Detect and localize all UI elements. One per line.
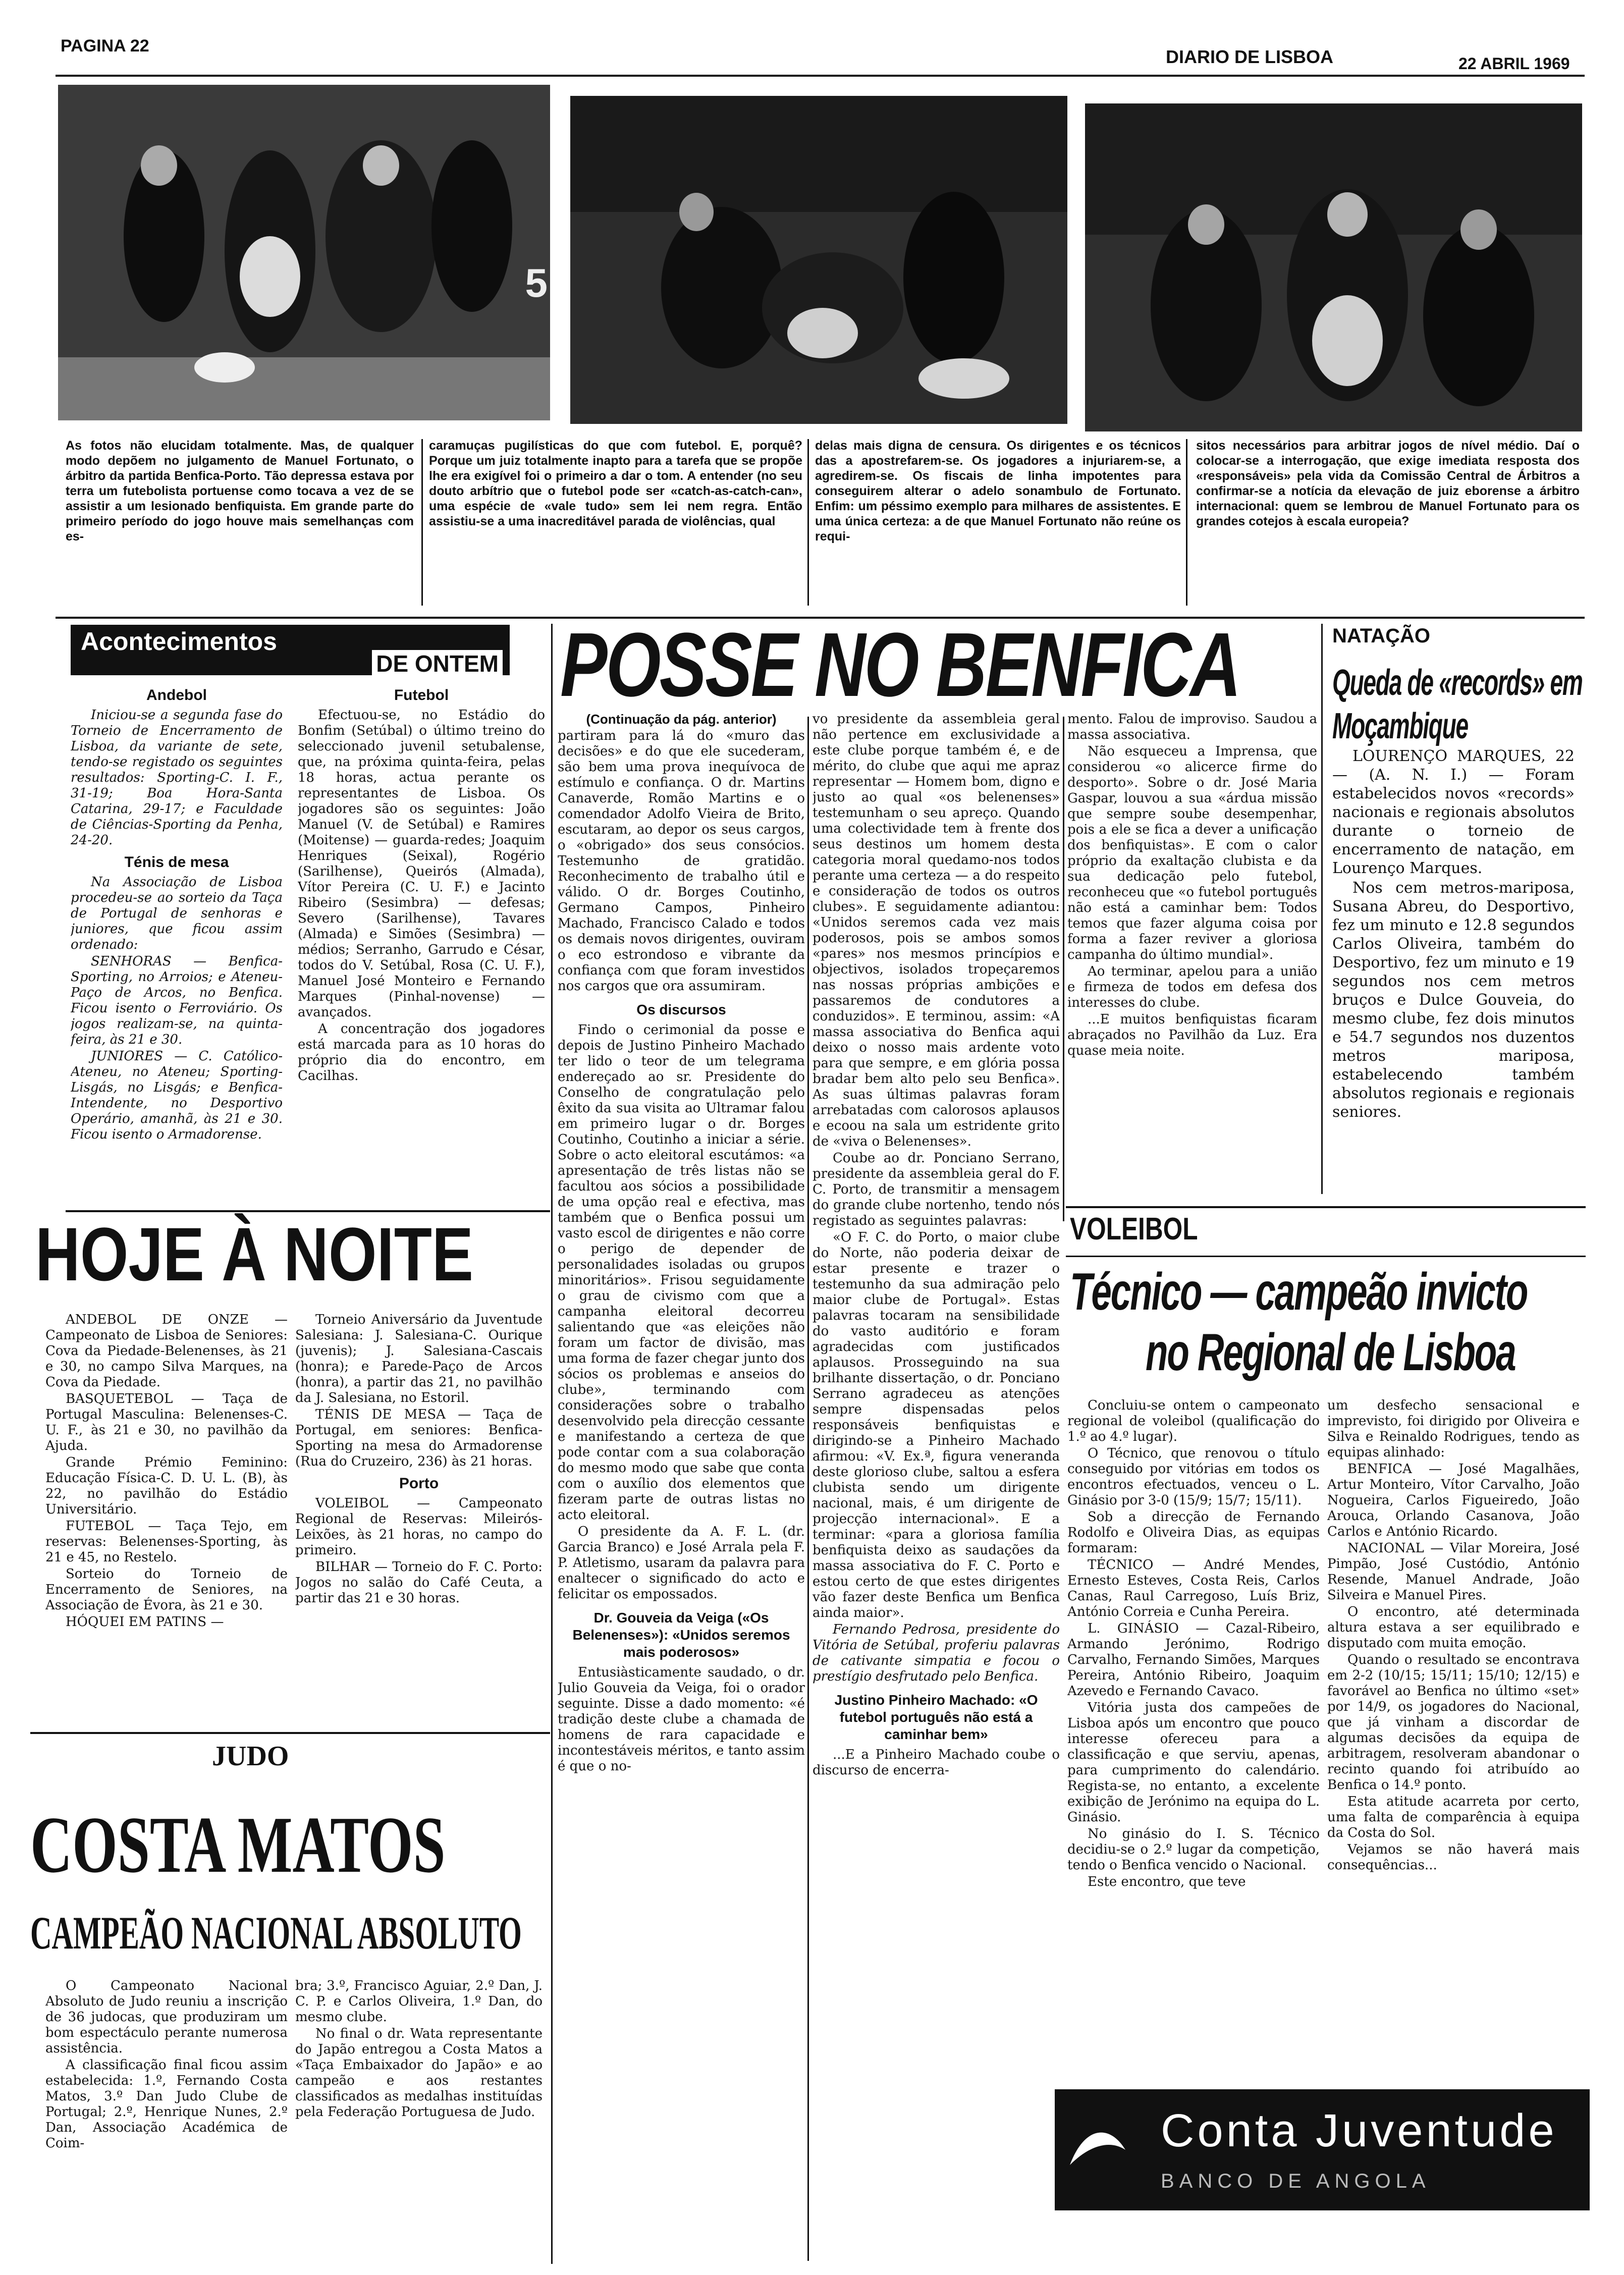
caption-divider-2 [807,439,809,606]
voleibol-text: Quando o resultado se encontrava em 2-2 (10/15; 15/11; 15/10; 12/15) e favorável ao Benfica no último «set» por 14/9, os jogadores do Nacional, que já vinham a discordar de algumas decisões da equipa de arbitragem, resolveram abandonar o recinto quando foi atribuído ao Benfica o 14.º ponto. [1327,1652,1580,1793]
judo-col-1 [45,1978,288,2261]
porto-heading: Porto [399,1475,439,1492]
posse-text: Ao terminar, apelou para a união e firmeza de todos em defesa dos interesses do clube. [1067,964,1317,1010]
posse-divider-1 [807,717,809,2261]
photo-1-image [58,85,550,420]
hoje-item: TÉNIS DE MESA — Taça de Portugal, em seniores: Benfica-Sporting na mesa do Armadorense (Rua do Cruzeiro, 236) às 21 horas. [295,1407,543,1469]
hoje-bottom-rule [30,1732,550,1734]
judo-label: JUDO [212,1741,289,1772]
voleibol-label-rule [1066,1256,1586,1257]
issue-date: 22 ABRIL 1969 [1458,55,1570,73]
justino-heading: Justino Pinheiro Machado: «O futebol português não está a caminhar bem» [834,1692,1038,1742]
futebol-text-1: Efectuou-se, no Estádio do Bonfim (Setúbal) o último treino do seleccionado juvenil setubalense, que, na próxima quinta-feira, pelas 18 horas, actua perante os representantes de Lisboa. Os jogadores são os seguintes: João Manuel (V. de Setúbal) e Ramires (Moitense) — guarda-redes; Joaquim Henriques (Seixal), Rogério (Sarilhense), Queirós (Almada), Vítor Pereira (C. U. F.) e Jacinto Ribeiro (Sesimbra) — defesas; Severo (Sarilhense), Tavares (Almada) e Simões (Sesimbra) — médios; Serranho, Garrudo e César, todos do V. Setúbal, Rosa (C. U. F.), Manuel José Monteiro e Fernando Marques (Pinhal-novense) — avançados. [298,708,545,1020]
gouveia-heading: Dr. Gouveia da Veiga («Os Belenenses»): «Unidos seremos mais poderosos» [572,1610,790,1660]
judo-text: No final o dr. Wata representante do Japão entregou a Costa Matos a «Taça Embaixador do Japão» e ao campeão e aos restantes classificados as medalhas instituídas pela Federação Portuguesa de Judo. [295,2026,543,2120]
photo-caption-col-4: sitos necessários para arbitrar jogos de nível médio. Daí o colocar-se a interrogação, que exige imediata resposta dos «responsáveis» pela vida da Comissão Central de Árbitros a confirmar-se a notícia da elevação de juiz eborense a árbitro internacional: quem se lembrou de Manuel Fortunato para os grandes cotejos à escala europeia? [1196,439,1580,528]
futebol-text-2: A concentração dos jogadores está marcada para as 10 horas do próprio dia do encontro, em Cacilhas. [298,1021,545,1084]
photo-3-image [1085,103,1582,431]
acontecimentos-banner [71,625,510,675]
photo-2-image [570,96,1067,424]
conta-juventude-ad [1055,2089,1590,2210]
hoje-item: Torneio Aniversário da Juventude Salesiana: J. Salesiana-C. Ourique (juvenis); J. Salesiana-Cascais (honra); e Parede-Paço de Arcos (honra), a partir das 21, no pavilhão da J. Salesiana, no Estoril. [295,1312,543,1405]
hoje-item: Sorteio do Torneio de Encerramento de Seniores, na Associação de Évora, às 21 e 30. [45,1566,288,1613]
photo-caption-col-2: caramuças pugilísticas do que com futebol. E, porquê? Porque um juiz totalmente inapto para a tarefa que se propõe lhe era exigível foi o primeiro a dar o tom. A entender (no seu douto arbítrio que o futebol pode ser «catch-as-catch-can», uma espécie de «vale tudo» sem lei nem regra. Então assistiu-se a uma inacreditável parada de violências, qual [429,439,802,528]
voleibol-col-2 [1327,1398,1580,2079]
hoje-item: ANDEBOL DE ONZE — Campeonato de Lisboa de Seniores: Cova da Piedade-Belenenses, às 21 e 30, no campo Silva Marques, na Cova da Piedade. [45,1312,288,1390]
posse-intro: partiram para lá do «muro das decisões» e do que ele sucederam, são bem uma prova inequívoca de estímulo e confiança. O dr. Martins Canaverde, Romão Martins e o comendador Adolfo Vieira de Brito, escutaram, ao depor os seus cargos, o «obrigado» dos seus consócios. Testemunho de gratidão. Reconhecimento de trabalho útil e válido. O dr. Borges Coutinho, Germano Campos, Pinheiro Machado, Francisco Calado e todos os demais novos dirigentes, ouviram o eco estrondoso e vibrante da confiança com que foram investidos nos cargos que ora assumiram. [558,728,805,994]
acontecimentos-subtitle: DE ONTEM [372,650,503,677]
voleibol-text: O Técnico, que renovou o título conseguido por vitórias em todos os encontros efectuados, venceu o L. Ginásio por 3-0 (15/9; 15/7; 15/11). [1067,1446,1320,1508]
posse-col-2 [813,712,1060,2266]
acontecimentos-col-1 [71,681,283,1196]
justino-text: ...E a Pinheiro Machado coube o discurso de encerra- [813,1747,1060,1778]
porto-item: BILHAR — Torneio do F. C. Porto: Jogos no salão do Café Ceuta, a partir das 21 e 30 horas. [295,1559,543,1606]
hoje-item: HÓQUEI EM PATINS — [66,1614,224,1630]
left-section-divider [551,624,553,2264]
posse-col-3 [1067,712,1317,1216]
andebol-heading: Andebol [146,687,207,703]
natacao-text [1332,747,1575,1201]
voleibol-text: NACIONAL — Vilar Moreira, José Pimpão, José Custódio, António Resende, Manuel Andrade, João Silveira e Manuel Pires. [1327,1541,1580,1603]
natacao-headline: Queda de «records» em Moçambique [1332,663,1583,746]
voleibol-headline-1: Técnico — campeão invicto [1070,1263,1528,1321]
bank-name: BANCO DE ANGOLA [1161,2170,1431,2192]
caption-divider-1 [421,439,423,606]
photo-caption-col-3: delas mais digna de censura. Os dirigentes e os técnicos das a apostrefarem-se. Os jogadores a injuriarem-se, a agredirem-se. Os fiscais de linha impotentes para conseguirem alterar o adelo sonambulo de Fortunato. Enfim: um péssimo exemplo para milhares de assistentes. E uma única certeza: a de que Manuel Fortunato não reúne os requi- [815,439,1181,544]
hoje-col-1 [45,1312,288,1706]
hoje-col-2 [295,1312,543,1726]
voleibol-col-1 [1067,1398,1320,2079]
voleibol-text: Este encontro, que teve [1088,1874,1246,1889]
voleibol-text: Concluiu-se ontem o campeonato regional de voleibol (qualificação do 1.º ao 4.º lugar). [1067,1398,1320,1444]
tenis-text-1: Na Associação de Lisboa procedeu-se ao sorteio da Taça de Portugal de senhoras e juniores, que ficou assim ordenado: [71,875,283,952]
judo-text: bra; 3.º, Francisco Aguiar, 2.º Dan, J. C. P. e Carlos Oliveira, 1.º Dan, do mesmo clube. [295,1978,543,2025]
voleibol-label: VOLEIBOL [1070,1212,1198,1247]
photo-caption-col-1: As fotos não elucidam totalmente. Mas, de qualquer modo depõem no julgamento de Manuel Fortunato, o árbitro da partida Benfica-Porto. Tão depressa estava por terra um futebolista portuense como tocava a vez de se assistir a um lesionado benfiquista. Em grande parte do primeiro período do jogo houve mais semelhanças com es- [66,439,414,544]
posse-text: ...E muitos benfiquistas ficaram abraçados no Pavilhão da Luz. Era quase meia noite. [1067,1012,1317,1058]
header-rule [56,75,1585,77]
tenis-text-2: SENHORAS — Benfica-Sporting, no Arroios; e Ateneu-Paço de Arcos, no Benfica. Ficou isento o Ferroviário. Os jogos realizam-se, na quinta-feira, às 21 e 30. [71,954,283,1047]
discursos-text: O presidente da A. F. L. (dr. Garcia Branco) e José Arrala pela F. P. Atletismo, usaram da palavra para enaltecer o significado do acto e felicitar os empossados. [558,1524,805,1602]
judo-text: O Campeonato Nacional Absoluto de Judo reuniu a inscrição de 36 judocas, que produziram um bom espectáculo perante numerosa assistência. [45,1978,288,2056]
voleibol-text: TÉCNICO — André Mendes, Ernesto Esteves, Costa Reis, Carlos Canas, Raul Carregoso, Luís Briz, António Correia e Cunha Pereira. [1067,1557,1320,1619]
judo-col-2 [295,1978,543,2261]
judo-headline: COSTA MATOS [30,1800,446,1889]
posse-headline: POSSE NO BENFICA [560,614,1240,716]
voleibol-text: No ginásio do I. S. Técnico decidiu-se o 2.º lugar da competição, tendo o Benfica vencido o Nacional. [1067,1826,1320,1873]
posse-text: Não esqueceu a Imprensa, que considerou «o alicerce firme do desporto». Sobre o dr. José Maria Gaspar, louvou a sua «árdua missão que sempre soube desempenhar, pois a ele se fica a dever a unificação dos benfiquistas». E com o calor próprio da exaltação clubista e da sua dedicação pelo futebol, reconheceu que «o futebol português não está a caminhar bem: Todos temos que fazer alguma coisa por forma a fazer reviver a gloriosa campanha do último mundial». [1067,744,1317,962]
posse-text: «O F. C. do Porto, o maior clube do Norte, não poderia deixar de estar presente e trazer o testemunho da sua admiração pelo maior clube de Portugal». Estas palavras tocaram na sensibilidade do vasto auditório e foram agradecidas com justificados aplausos. Prosseguindo na sua brilhante dissertação, o dr. Ponciano Serrano agradeceu as atenções sempre dispensadas pelos responsáveis benfiquistas e dirigindo-se a Pinheiro Machado afirmou: «V. Ex.ª, figura veneranda deste glorioso clube, saltou a esfera clubista sendo um dirigente nacional, mais, é um dirigente de projecção internacional». E a terminar: «para a gloriosa família benfiquista deixo as saudações da massa associativa do F. C. Porto e estou certo de que estes dirigentes vão fazer deste Benfica um Benfica ainda maior». [813,1230,1060,1620]
hoje-item: FUTEBOL — Taça Tejo, em reservas: Belenenses-Sporting, às 21 e 45, no Restelo. [45,1519,288,1565]
posse-text: Fernando Pedrosa, presidente do Vitória de Setúbal, proferiu palavras de cativante simpatia e focou o prestígio desfrutado pelo Benfica. [813,1622,1060,1684]
posse-col-1 [558,712,805,2266]
natacao-label: NATAÇÃO [1332,625,1431,647]
judo-text: A classificação final ficou assim estabelecida: 1.º, Fernando Costa Matos, 3.º Dan Judo Clube de Portugal; 2.º, Henrique Nunes, 2.º Dan, Associação Académica de Coim- [45,2057,288,2151]
football-match-photo-3 [1085,103,1582,431]
hoje-title: HOJE À NOITE [35,1212,473,1296]
posse-text: Coube ao dr. Ponciano Serrano, presidente da assembleia geral do F. C. Porto, de transmitir a mensagem do grande clube nortenho, tendo nós registado as seguintes palavras: [813,1151,1060,1228]
acontecimentos-title: Acontecimentos [81,627,277,656]
caption-divider-3 [1186,439,1187,606]
judo-subhead: CAMPEÃO NACIONAL ABSOLUTO [30,1907,522,1959]
voleibol-top-rule [1066,1206,1586,1208]
voleibol-text: Sob a direcção de Fernando Rodolfo e Oliveira Dias, as equipas formaram: [1067,1509,1320,1556]
svg-text:5: 5 [525,260,548,305]
football-match-photo-2 [570,96,1067,424]
voleibol-text: Vejamos se não haverá mais consequências... [1327,1842,1580,1873]
acontecimentos-col-2 [298,681,545,1196]
porto-item: VOLEIBOL — Campeonato Regional de Reservas: Mileirós-Leixões, às 21 horas, no campo do primeiro. [295,1496,543,1558]
newspaper-name: DIARIO DE LISBOA [1166,46,1334,67]
hoje-item: BASQUETEBOL — Taça de Portugal Masculina: Belenenses-C. U. F., às 21 e 30, no pavilhão da Ajuda. [45,1391,288,1453]
natacao-left-rule [1321,624,1323,1194]
andebol-text: Iniciou-se a segunda fase do Torneio de Encerramento de Lisboa, da variante de sete, tendo-se registado os seguintes resultados: Sporting-C. I. F., 31-19; Boa Hora-Santa Catarina, 29-17; e Faculdade de Ciências-Sporting da Penha, 24-20. [71,708,283,848]
voleibol-text: O encontro, até determinada altura estava a ser equilibrado e disputado com muita emoção. [1327,1604,1580,1651]
page-number: PAGINA 22 [61,36,149,56]
voleibol-text: BENFICA — José Magalhães, Artur Monteiro, Vítor Carvalho, João Nogueira, Carlos Figueiredo, João Arouca, Orlando Casanova, João Carlos e António Ricardo. [1327,1461,1580,1539]
posse-text: mento. Falou de improviso. Saudou a massa associativa. [1067,712,1317,742]
bank-logo-icon [1065,2120,1130,2175]
tenis-heading: Ténis de mesa [124,854,229,871]
hoje-item: Grande Prémio Feminino: Educação Física-C. D. U. L. (B), às 22, no pavilhão do Estádio Universitário. [45,1455,288,1517]
natacao-paragraph: Nos cem metros-mariposa, Susana Abreu, do Desportivo, fez um minuto e 12.8 segundos Carlos Oliveira, também do Desportivo, fez um minuto e 19 segundos nos cem metros bruços e Dulce Gouveia, do mesmo clube, fez dois minutos e 54.7 segundos nos duzentos metros mariposa, estabelecendo também absolutos regionais e regionais seniores. [1332,879,1575,1121]
posse-continued: (Continuação da pág. anterior) [586,712,777,727]
voleibol-text: L. GINÁSIO — Cazal-Ribeiro, Armando Jerónimo, Rodrigo Carvalho, Fernando Simões, Marques Pereira, António Ribeiro, Joaquim Azevedo e Fernando Cavaco. [1067,1621,1320,1699]
voleibol-text: Vitória justa dos campeões de Lisboa após um encontro que pouco interesse ofereceu para a classificação e que serviu, apenas, para cumprimento do calendário. Regista-se, no entanto, a excelente exibição de Jerónimo na equipa do L. Ginásio. [1067,1700,1320,1825]
football-match-photo-1 [58,85,550,420]
discursos-heading: Os discursos [636,1002,726,1017]
conta-juventude-title: Conta Juventude [1161,2105,1557,2156]
voleibol-text: Esta atitude acarreta por certo, uma falta de comparência à equipa da Costa do Sol. [1327,1794,1580,1840]
gouveia-text: Entusiàsticamente saudado, o dr. Julio Gouveia da Veiga, foi o orador seguinte. Disse a dado momento: «é tradição deste clube a chamada de homens de rara capacidade e incontestáveis méritos, e tanto assim é que o no- [558,1665,805,1774]
discursos-text: Findo o cerimonial da posse e depois de Justino Pinheiro Machado ter lido o teor de um telegrama endereçado ao sr. Presidente do Conselho de congratulação pelo êxito da sua visita ao Ultramar falou em primeiro lugar o dr. Borges Coutinho, Coutinho a iniciar a série. Sobre o acto eleitoral escutámos: «a apresentação de três listas não se facultou aos sócios a possibilidade de uma opção real e efectiva, mas também que o Benfica possui um vasto escol de dirigentes e não corre o perigo de depender de personalidades isoladas ou grupos minoritários». Frisou seguidamente o grau de civismo com que a campanha eleitoral decorreu salientando que «as eleições não foram um factor de divisão, mas uma forma de fazer chegar junto dos sócios os problemas e anseios do clube», terminando com considerações sobre o trabalho desenvolvido pela direcção cessante e manifestando a certeza de que pode contar com a sua colaboração do mesmo modo que sabe que conta com o auxílio dos elementos que fizeram parte de outras listas no acto eleitoral. [558,1022,805,1523]
tenis-text-3: JUNIORES — C. Católico-Ateneu, no Ateneu; Sporting-Lisgás, no Lisgás; e Benfica-Intendente, no Desportivo Operário, amanhã, às 21 e 30. Ficou isento o Armadorense. [71,1049,283,1142]
posse-text: vo presidente da assembleia geral não pertence em exclusividade a este clube porque também é, e de mérito, do clube que aqui me apraz representar — Homem bom, digno e justo ao qual «os belenenses» testemunham o seu apreço. Quando uma colectividade tem à frente dos seus destinos um homem desta categoria moral quedamo-nos todos perante uma certeza — a do respeito e consideração de todos os outros clubes». E seguidamente adiantou: «Unidos seremos cada vez mais poderosos, pois se ambos somos «pares» nos mesmos princípios e objectivos, isolados tropeçaremos nas nossas próprias ambições e passaremos de condutores a conduzidos». E terminou, assim: «A massa associativa do Benfica aqui deixo o nosso mais ardente voto para que sempre, e em glória possa bradar bem alto pelo seu Benfica». As suas últimas palavras foram arrebatadas com calorosos aplausos e ecoou na sala um estridente grito de «viva o Belenenses». [813,712,1060,1149]
voleibol-headline-2: no Regional de Lisboa [1146,1323,1515,1382]
voleibol-text: um desfecho sensacional e imprevisto, foi dirigido por Oliveira e Silva e Reinaldo Rodrigues, tendo as equipas alinhado: [1327,1398,1580,1460]
posse-divider-2 [1063,717,1064,1221]
natacao-paragraph: LOURENÇO MARQUES, 22 — (A. N. I.) — Foram estabelecidos novos «records» nacionais e regionais absolutos durante o torneio de encerramento de natação, em Lourenço Marques. [1332,747,1575,877]
futebol-heading: Futebol [394,687,449,703]
